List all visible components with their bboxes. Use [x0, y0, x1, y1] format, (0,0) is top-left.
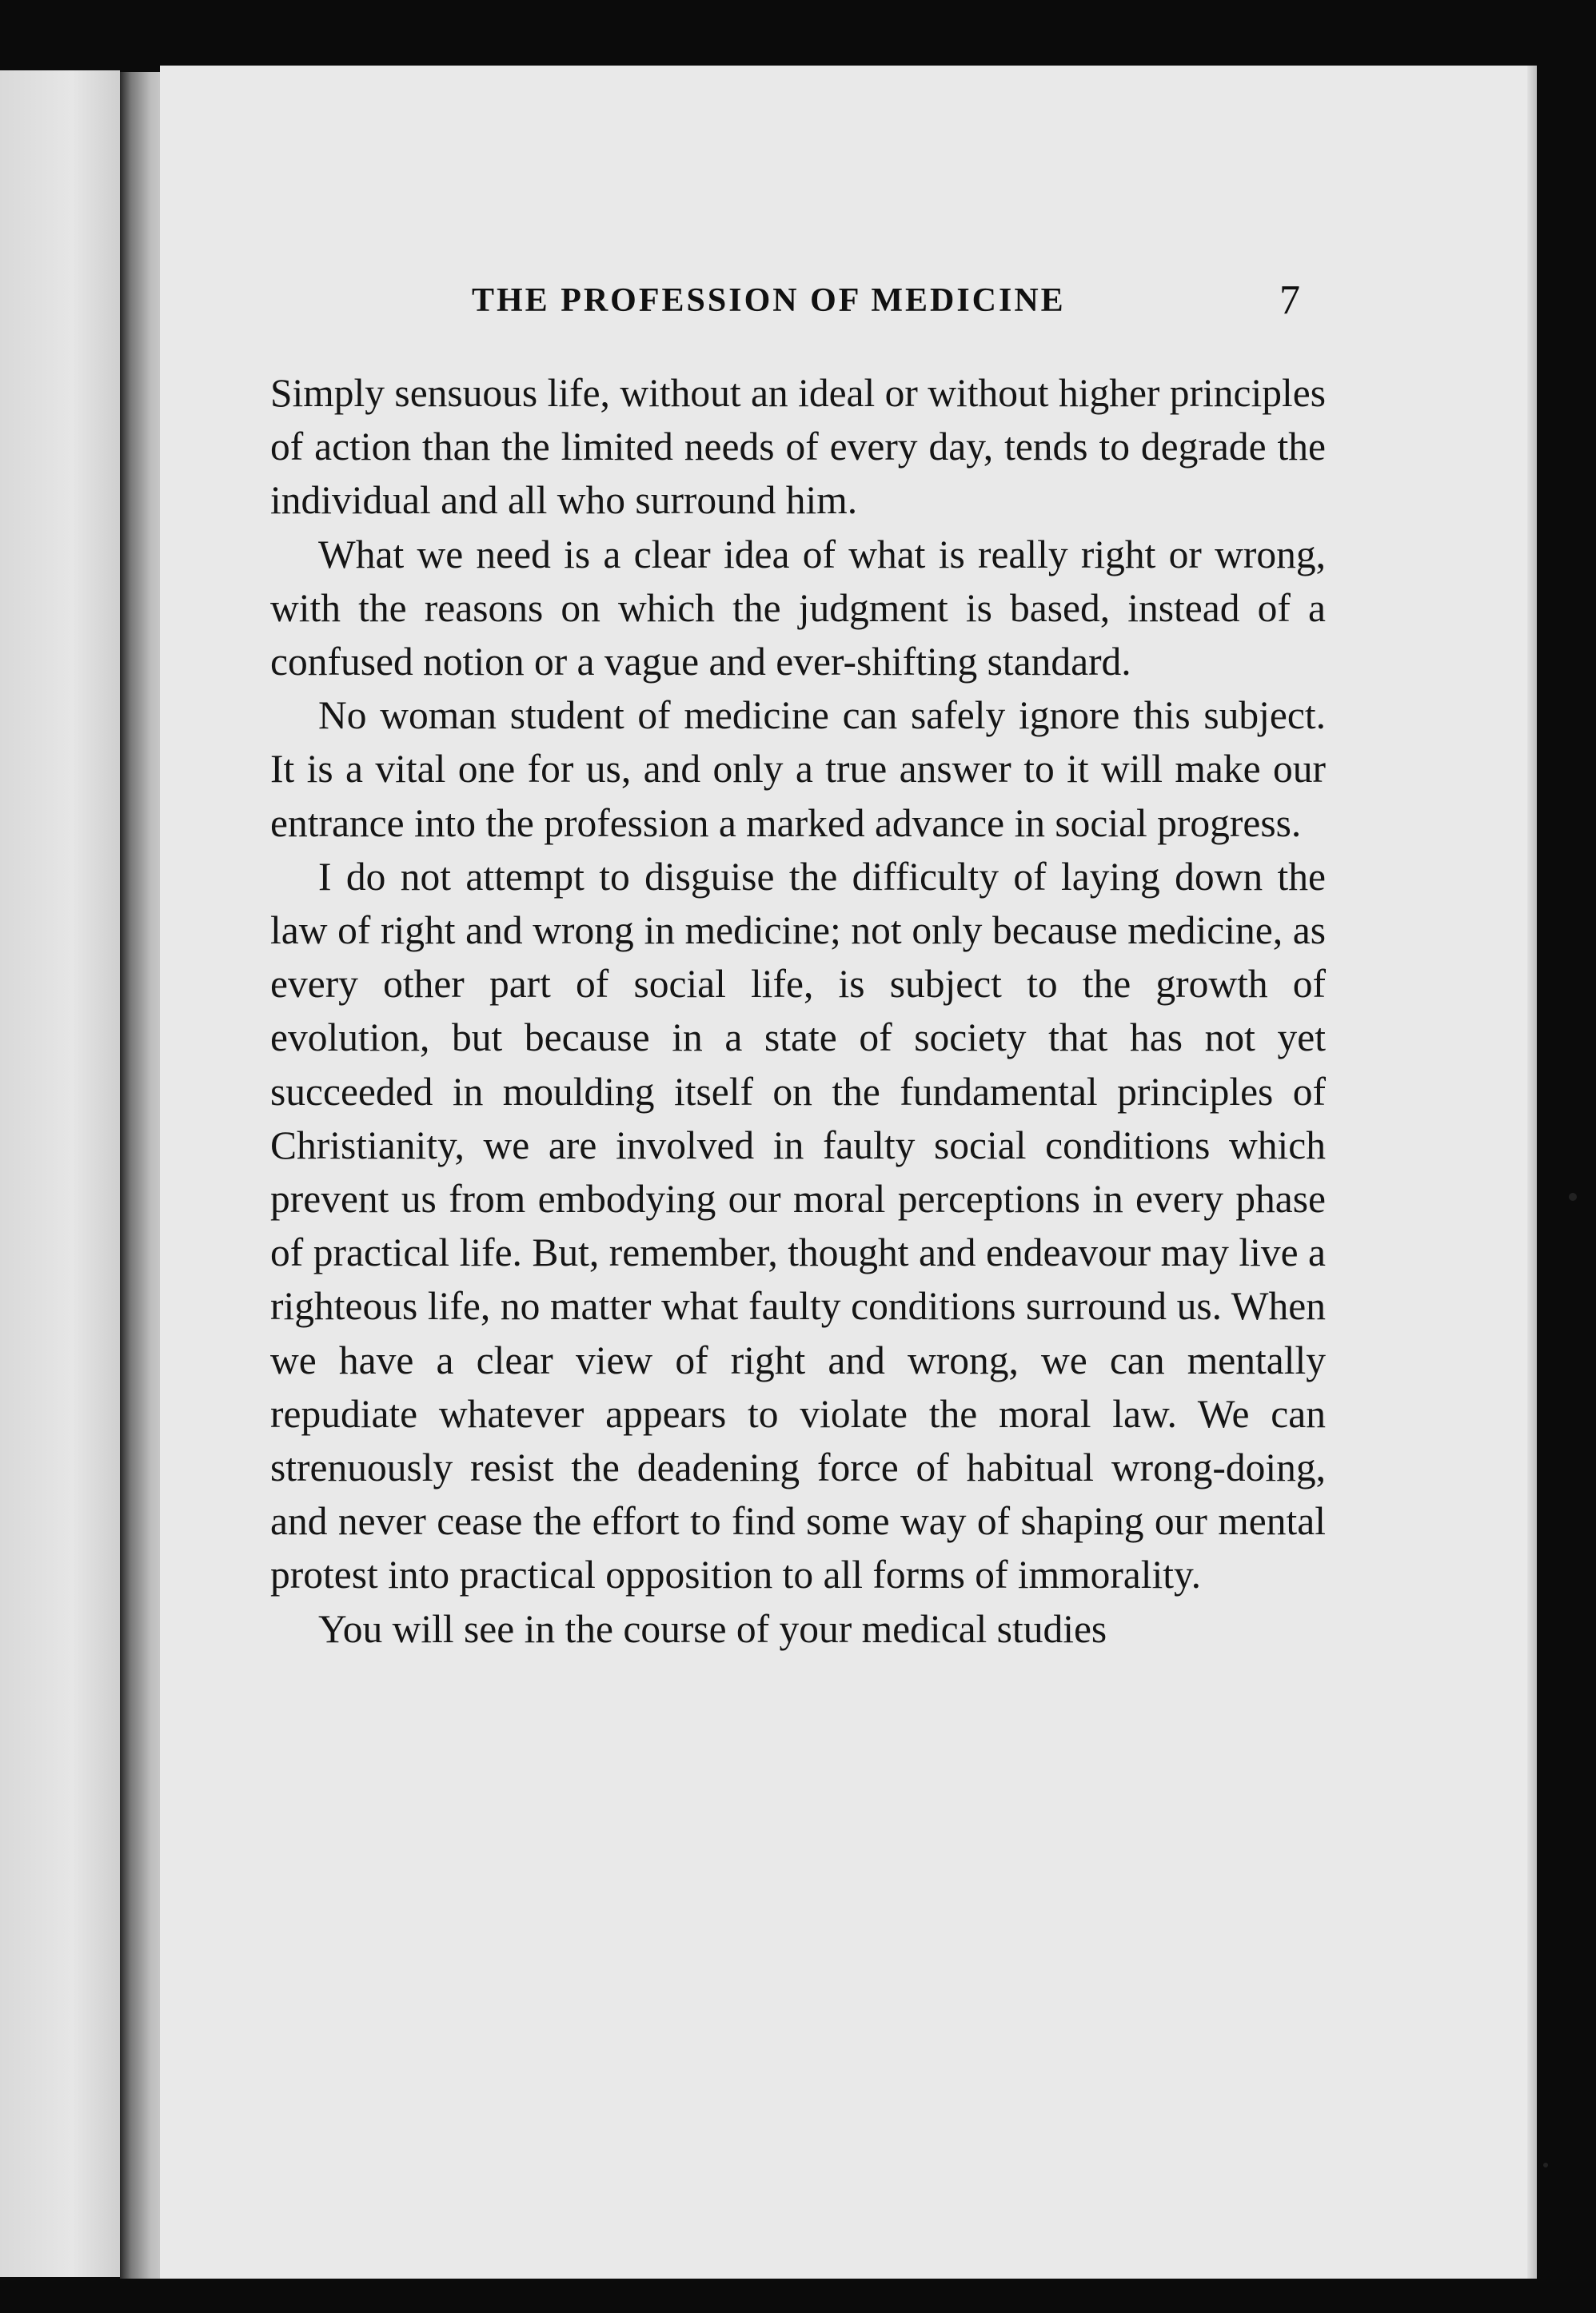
- body-text: [270, 366, 1326, 1656]
- facing-page-edge: [0, 70, 120, 2277]
- paragraph-5: You will see in the course of your medical studies: [318, 1606, 1107, 1651]
- page-edge: [1527, 66, 1537, 2279]
- paragraph-1: Simply sensuous life, without an ideal or without higher principles of action than the limited needs of every day, tends to degrade the individual and all who surround him.: [270, 371, 1326, 523]
- scan-speck: [1543, 2163, 1548, 2167]
- page-number: 7: [1279, 277, 1300, 323]
- paragraph-3: No woman student of medicine can safely ignore this subject. It is a vital one for us, and only a true answer to it will make our entrance into the profession a marked advance in social progress.: [270, 693, 1326, 845]
- paragraph-4: I do not attempt to disguise the difficulty of laying down the law of right and wrong in medicine; not only because medicine, as every other part of social life, is subject to the growth of evolution, but because in a state of society that has not yet succeeded in moulding itself on the fundamental principles of Christianity, we are involved in faulty social conditions which prevent us from embodying our moral perceptions in every phase of practical life. But, remember, thought and endeavour may live a righteous life, no matter what faulty conditions surround us. When we have a clear view of right and wrong, we can mentally repudiate whatever appears to violate the moral law. We can strenuously resist the deadening force of habitual wrong-doing, and never cease the effort to find some way of shaping our mental protest into practical opposition to all forms of immorality.: [270, 854, 1326, 1597]
- scan-speck: [1569, 1193, 1577, 1201]
- running-head: THE PROFESSION OF MEDICINE: [472, 282, 1066, 319]
- paragraph-2: What we need is a clear idea of what is really right or wrong, with the reasons on which the judgment is based, instead of a confused notion or a vague and ever-shifting standard.: [270, 532, 1326, 684]
